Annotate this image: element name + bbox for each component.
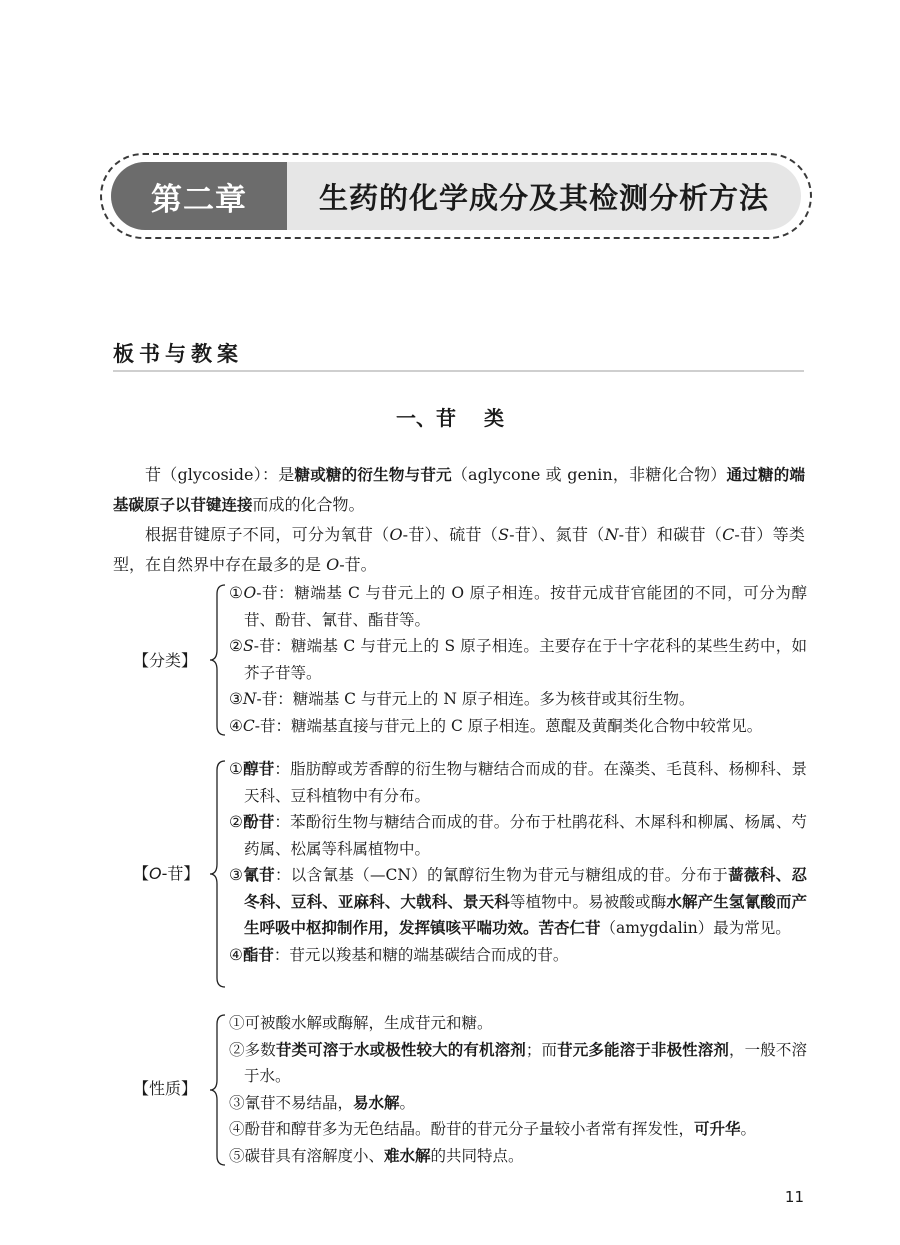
o-glycoside-block: [113, 756, 813, 994]
classification-block: [113, 580, 813, 740]
property-item-5: ⑤碳苷具有溶解度小、难水解的共同特点。: [229, 1146, 524, 1165]
types-text-b: -苷）、硫苷（: [402, 525, 499, 544]
types-text-c: -苷）、氮苷（: [509, 525, 605, 544]
page-number: 11: [784, 1188, 804, 1206]
classification-label: 【分类】: [133, 651, 198, 670]
classification-item-n: ③N-苷：糖端基 C 与苷元上的 N 原子相连。多为核苷或其衍生物。: [229, 690, 695, 708]
o-glycoside-item-cyanogenic: ③氰苷：以含氰基（—CN）的氰醇衍生物为苷元与糖组成的苷。分布于蔷薇科、忍冬科、豆科、亚麻科、大戟科、景天科等植物中。易被酸或酶水解产生氢氰酸而产生呼吸中枢抑制作用，发挥镇咳平喘功效。苦杏仁苷（amygdalin）最为常见。: [229, 866, 807, 937]
types-text-e: -苷）等类型，在自然界中存在最多的是: [113, 525, 805, 574]
properties-list: [229, 1010, 807, 1169]
property-item-1: ①可被酸水解或酶解，生成苷元和糖。: [229, 1014, 493, 1032]
chapter-banner-inner: [111, 162, 801, 230]
def-text-c: （aglycone 或 genin，非糖化合物）: [451, 465, 727, 484]
property-item-2: ②多数苷类可溶于水或极性较大的有机溶剂；而苷元多能溶于非极性溶剂，一般不溶于水。: [229, 1040, 807, 1085]
types-text-d: -苷）和碳苷（: [618, 525, 723, 544]
types-c: C: [722, 525, 735, 544]
types-s: S: [498, 525, 510, 544]
o-glycoside-item-alcohol: ①醇苷：脂肪醇或芳香醇的衍生物与糖结合而成的苷。在藻类、毛茛科、杨柳科、景天科、豆科植物中有分布。: [229, 760, 807, 805]
chapter-banner: [100, 153, 812, 239]
properties-block: [113, 1010, 813, 1170]
classification-list: [229, 580, 807, 739]
types-text-f: -苷。: [339, 555, 377, 574]
def-text-e: 而成的化合物。: [252, 495, 365, 514]
def-bold-b: 通过糖的端基碳原子以苷键连接: [113, 466, 805, 514]
property-item-4: ④酚苷和醇苷多为无色结晶。酚苷的苷元分子量较小者常有挥发性，可升华。: [229, 1120, 757, 1138]
o-glycoside-list: [229, 756, 807, 968]
properties-label: 【性质】: [133, 1079, 198, 1098]
types-paragraph: [113, 520, 805, 580]
classification-item-o: ①O-苷：糖端基 C 与苷元上的 O 原子相连。按苷元成苷官能团的不同，可分为醇苷、酚苷、氰苷、酯苷等。: [229, 584, 807, 629]
main-heading-num: 一、苷: [396, 406, 456, 430]
o-glycoside-brace: [209, 760, 227, 988]
section-divider: [113, 370, 804, 372]
def-bold-a: 糖或糖的衍生物与苷元: [294, 466, 452, 484]
def-text-a: 苷（glycoside）：是: [145, 465, 295, 484]
types-o2: O: [326, 555, 340, 574]
classification-item-s: ②S-苷：糖端基 C 与苷元上的 S 原子相连。主要存在于十字花科的某些生药中，如芥子苷等。: [229, 637, 807, 682]
properties-brace: [209, 1014, 227, 1166]
chapter-title: 生药的化学成分及其检测分析方法: [319, 180, 770, 215]
classification-brace: [209, 584, 227, 736]
types-o: O: [389, 525, 403, 544]
o-glycoside-item-ester: ④酯苷：苷元以羧基和糖的端基碳结合而成的苷。: [229, 945, 569, 964]
types-text-a: 根据苷键原子不同，可分为氧苷（: [145, 525, 390, 544]
o-glycoside-item-phenol: ②酚苷：苯酚衍生物与糖结合而成的苷。分布于杜鹃花科、木犀科和柳属、杨属、芍药属、松属等科属植物中。: [229, 813, 807, 858]
section-heading: 板书与教案: [113, 341, 243, 366]
classification-item-c: ④C-苷：糖端基直接与苷元上的 C 原子相连。蒽醌及黄酮类化合物中较常见。: [229, 716, 763, 735]
types-n: N: [604, 525, 619, 544]
main-heading-text: 类: [484, 406, 504, 430]
o-glycoside-label: 【O-苷】: [133, 864, 200, 883]
definition-paragraph: [113, 460, 805, 520]
chapter-number: 第二章: [111, 162, 287, 230]
property-item-3: ③氰苷不易结晶，易水解。: [229, 1093, 416, 1112]
main-heading: [0, 402, 900, 431]
